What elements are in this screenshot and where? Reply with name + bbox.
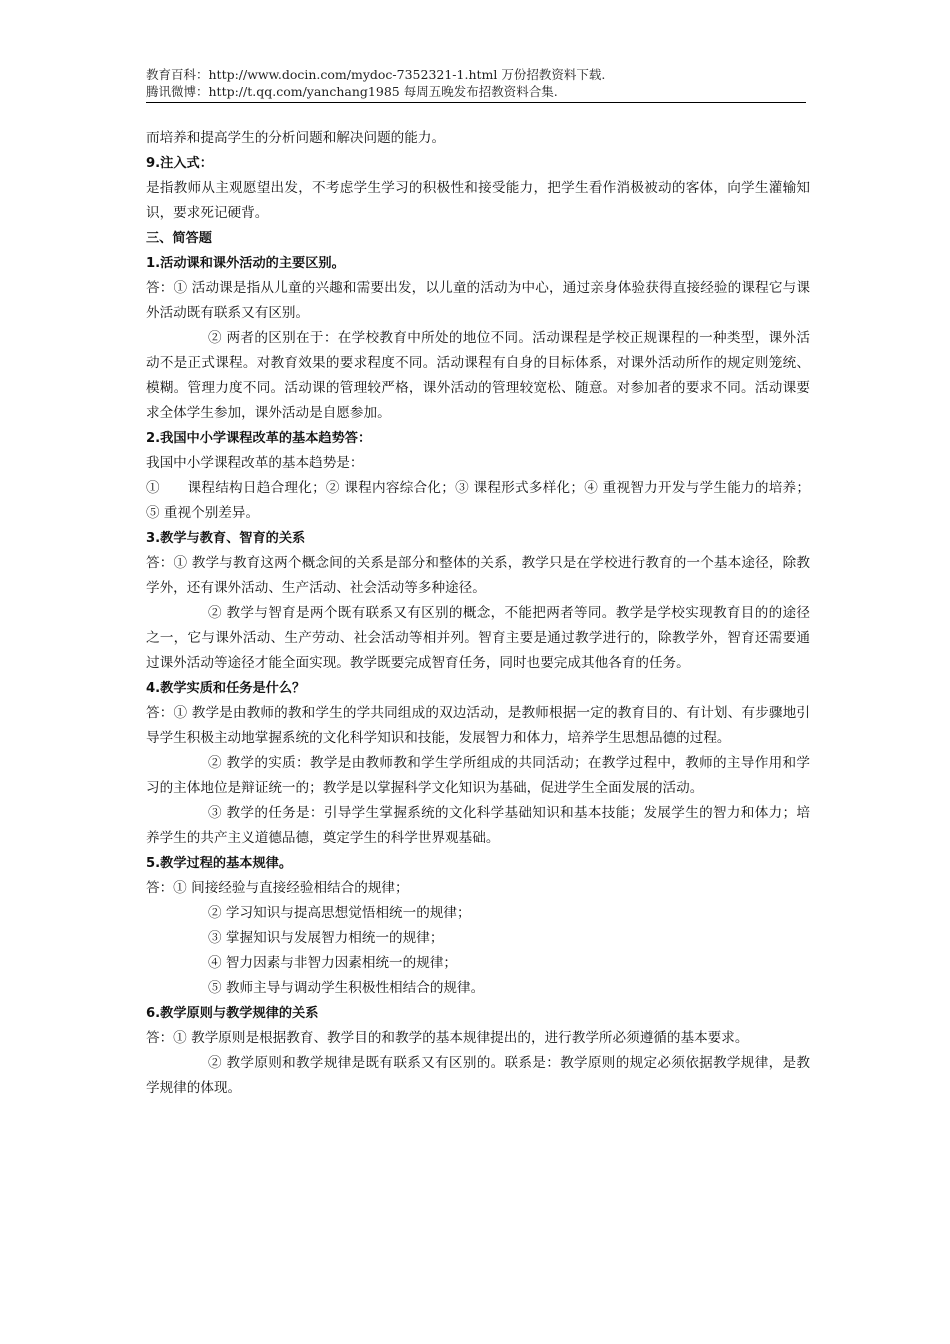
question-heading-2: 2.我国中小学课程改革的基本趋势答： bbox=[146, 431, 372, 446]
question-heading-4: 4.教学实质和任务是什么？ bbox=[146, 681, 306, 696]
question-heading-6: 6.教学原则与教学规律的关系 bbox=[146, 1006, 319, 1021]
answer-list-item: ② 学习知识与提高思想觉悟相统一的规律； bbox=[208, 905, 471, 921]
header-line-weibo: 腾讯微博：http://t.qq.com/yanchang1985 每周五晚发布招教资料合集. bbox=[146, 84, 558, 99]
question-heading-3: 3.教学与教育、智育的关系 bbox=[146, 531, 306, 546]
answer-paragraph: ② 教学的实质：教学是由教师教和学生学所组成的共同活动；在教学过程中，教师的主导作用和学习的主体地位是辩证统一的；教学是以掌握科学文化知识为基础，促进学生全面发展的活动。 bbox=[146, 755, 810, 796]
document-body bbox=[146, 126, 810, 1101]
question-heading-5: 5.教学过程的基本规律。 bbox=[146, 856, 293, 871]
section-heading: 三、简答题 bbox=[146, 231, 212, 246]
answer-paragraph: ② 教学与智育是两个既有联系又有区别的概念，不能把两者等同。教学是学校实现教育目的的途径之一，它与课外活动、生产劳动、社会活动等相并列。智育主要是通过教学进行的，除教学外，智育还需要通过课外活动等途径才能全面实现。教学既要完成智育任务，同时也要完成其他各育的任务。 bbox=[146, 605, 810, 671]
answer-paragraph: 答：① 教学原则是根据教育、教学目的和教学的基本规律提出的，进行教学所必须遵循的基本要求。 bbox=[146, 1030, 749, 1046]
page-header bbox=[146, 66, 806, 103]
answer-paragraph: 答：① 间接经验与直接经验相结合的规律； bbox=[146, 880, 409, 896]
header-line-docin: 教育百科：http://www.docin.com/mydoc-7352321-1.html 万份招教资料下载. bbox=[146, 67, 606, 82]
question-heading-1: 1.活动课和课外活动的主要区别。 bbox=[146, 256, 345, 271]
answer-paragraph: 答：① 活动课是指从儿童的兴趣和需要出发，以儿童的活动为中心，通过亲身体验获得直接经验的课程它与课外活动既有联系又有区别。 bbox=[146, 280, 810, 321]
answer-paragraph: ② 教学原则和教学规律是既有联系又有区别的。联系是：教学原则的规定必须依据教学规律，是教学规律的体现。 bbox=[146, 1055, 810, 1096]
answer-paragraph: ② 两者的区别在于：在学校教育中所处的地位不同。活动课程是学校正规课程的一种类型，课外活动不是正式课程。对教育效果的要求程度不同。活动课程有自身的目标体系，对课外活动所作的规定则笼统、模糊。管理力度不同。活动课的管理较严格，课外活动的管理较宽松、随意。对参加者的要求不同。活动课要求全体学生参加，课外活动是自愿参加。 bbox=[146, 330, 810, 421]
answer-paragraph: ① 课程结构日趋合理化；② 课程内容综合化；③ 课程形式多样化；④ 重视智力开发与学生能力的培养；⑤ 重视个别差异。 bbox=[146, 480, 810, 521]
answer-paragraph: 我国中小学课程改革的基本趋势是： bbox=[146, 455, 364, 471]
term-heading-9: 9.注入式： bbox=[146, 156, 213, 171]
answer-paragraph: 答：① 教学是由教师的教和学生的学共同组成的双边活动，是教师根据一定的教育目的、有计划、有步骤地引导学生积极主动地掌握系统的文化科学知识和技能，发展智力和体力，培养学生思想品德的过程。 bbox=[146, 705, 810, 746]
answer-list-item: ③ 掌握知识与发展智力相统一的规律； bbox=[208, 930, 444, 946]
answer-list-item: ④ 智力因素与非智力因素相统一的规律； bbox=[208, 955, 458, 971]
answer-list-item: ⑤ 教师主导与调动学生积极性相结合的规律。 bbox=[208, 980, 485, 996]
answer-paragraph: 答：① 教学与教育这两个概念间的关系是部分和整体的关系，教学只是在学校进行教育的一个基本途径，除教学外，还有课外活动、生产活动、社会活动等多种途径。 bbox=[146, 555, 810, 596]
answer-paragraph: ③ 教学的任务是：引导学生掌握系统的文化科学基础知识和基本技能；发展学生的智力和体力；培养学生的共产主义道德品德，奠定学生的科学世界观基础。 bbox=[146, 805, 810, 846]
paragraph: 而培养和提高学生的分析问题和解决问题的能力。 bbox=[146, 130, 446, 146]
paragraph: 是指教师从主观愿望出发，不考虑学生学习的积极性和接受能力，把学生看作消极被动的客体，向学生灌输知识，要求死记硬背。 bbox=[146, 180, 810, 221]
